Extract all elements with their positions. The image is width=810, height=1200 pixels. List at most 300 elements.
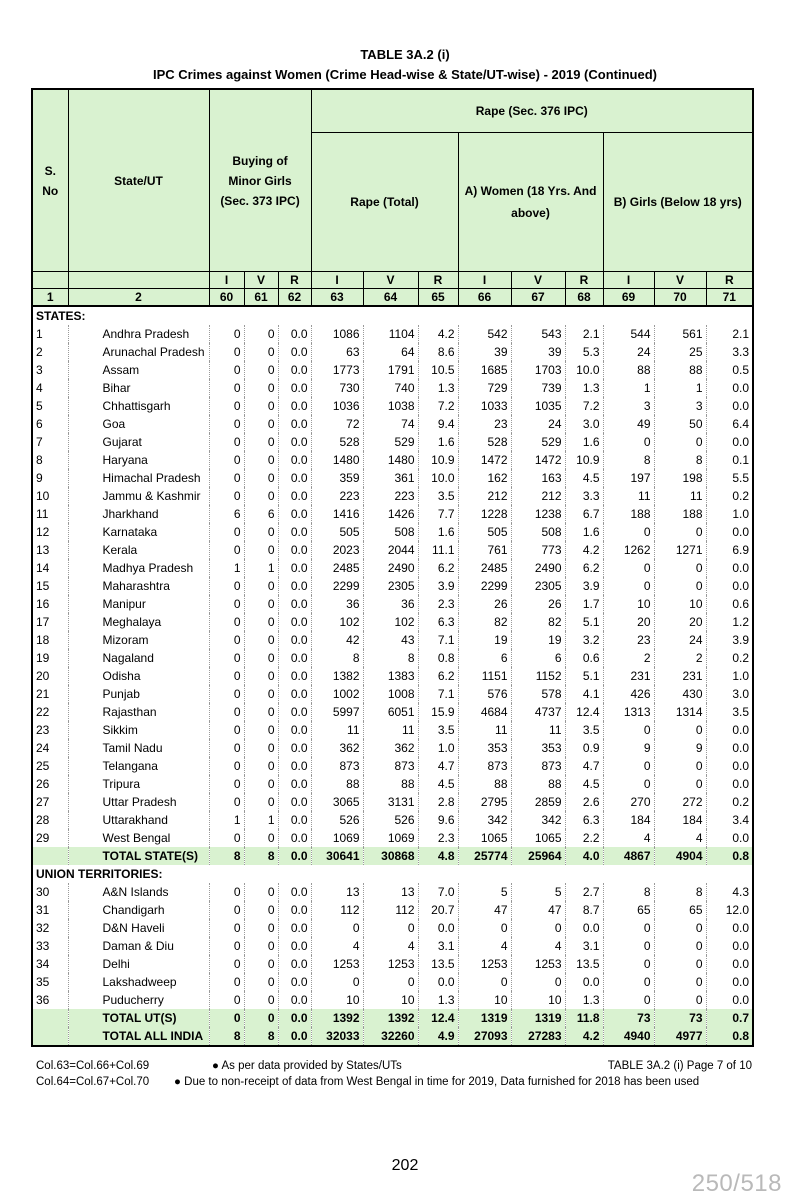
cell-value: 223 xyxy=(311,487,363,505)
table-row xyxy=(32,397,753,415)
cell-value: 0.0 xyxy=(278,379,311,397)
cell-value: 4.7 xyxy=(565,757,603,775)
cell-state: Lakshadweep xyxy=(68,973,209,991)
cell-value: 528 xyxy=(458,433,511,451)
cell-value: 0.0 xyxy=(278,613,311,631)
cell-value: 3.2 xyxy=(565,631,603,649)
section-label: UNION TERRITORIES: xyxy=(32,865,753,883)
cell-value: 0.0 xyxy=(278,451,311,469)
cell-value: 24 xyxy=(511,415,565,433)
cell-value: 10 xyxy=(511,991,565,1009)
cell-value: 5 xyxy=(458,883,511,901)
ivr-label: V xyxy=(511,272,565,289)
cell-sno: 27 xyxy=(32,793,68,811)
cell-value: 0 xyxy=(244,991,278,1009)
cell-value: 82 xyxy=(458,613,511,631)
column-number: 71 xyxy=(706,289,753,307)
cell-value: 0 xyxy=(244,685,278,703)
cell-value: 0.0 xyxy=(278,649,311,667)
cell-value: 0 xyxy=(209,685,244,703)
cell-state: Bihar xyxy=(68,379,209,397)
cell-value: 19 xyxy=(458,631,511,649)
cell-value: 7.2 xyxy=(565,397,603,415)
cell-value: 2299 xyxy=(458,577,511,595)
cell-value: 362 xyxy=(363,739,418,757)
table-header xyxy=(32,89,753,306)
cell-value: 1416 xyxy=(311,505,363,523)
cell-value: 0 xyxy=(244,325,278,343)
cell-value: 3.1 xyxy=(418,937,458,955)
column-number: 66 xyxy=(458,289,511,307)
cell-value: 32033 xyxy=(311,1027,363,1046)
cell-value: 3065 xyxy=(311,793,363,811)
cell-value: 8 xyxy=(209,847,244,865)
cell-value: 4.2 xyxy=(565,541,603,559)
cell-value: 2490 xyxy=(511,559,565,577)
cell-sno: 13 xyxy=(32,541,68,559)
cell-value: 0 xyxy=(603,955,654,973)
table-row xyxy=(32,487,753,505)
cell-value: 49 xyxy=(603,415,654,433)
cell-state: Punjab xyxy=(68,685,209,703)
cell-sno: 9 xyxy=(32,469,68,487)
cell-value: 0 xyxy=(209,919,244,937)
cell-value: 0.0 xyxy=(706,577,753,595)
table-row xyxy=(32,361,753,379)
cell-value: 0 xyxy=(654,721,706,739)
cell-value: 0 xyxy=(244,757,278,775)
cell-value: 4 xyxy=(654,829,706,847)
cell-value: 0 xyxy=(244,541,278,559)
cell-value: 2.7 xyxy=(565,883,603,901)
cell-value: 1.0 xyxy=(418,739,458,757)
cell-value: 0.8 xyxy=(706,847,753,865)
cell-value: 0.0 xyxy=(278,559,311,577)
cell-value: 528 xyxy=(311,433,363,451)
cell-value: 0 xyxy=(209,451,244,469)
cell-value: 0.0 xyxy=(706,955,753,973)
cell-value: 0 xyxy=(209,343,244,361)
cell-value: 2.3 xyxy=(418,829,458,847)
cell-value: 1253 xyxy=(311,955,363,973)
column-number: 1 xyxy=(32,289,68,307)
col-rape-group: Rape (Sec. 376 IPC) xyxy=(311,89,753,133)
cell-value: 0 xyxy=(209,667,244,685)
cell-value: 0 xyxy=(209,577,244,595)
cell-value: 0.0 xyxy=(278,685,311,703)
cell-value: 0 xyxy=(603,775,654,793)
cell-value: 3.9 xyxy=(565,577,603,595)
cell-value: 0.0 xyxy=(278,1009,311,1027)
cell-value: 10 xyxy=(458,991,511,1009)
cell-value: 39 xyxy=(458,343,511,361)
cell-value: 1 xyxy=(654,379,706,397)
column-number: 69 xyxy=(603,289,654,307)
column-number: 62 xyxy=(278,289,311,307)
cell-value: 0.7 xyxy=(706,1009,753,1027)
cell-value: 873 xyxy=(458,757,511,775)
cell-value: 64 xyxy=(363,343,418,361)
cell-value: 0.0 xyxy=(706,739,753,757)
cell-state: Chhattisgarh xyxy=(68,397,209,415)
cell-state: Uttar Pradesh xyxy=(68,793,209,811)
cell-value: 0 xyxy=(209,325,244,343)
cell-value: 0 xyxy=(244,775,278,793)
cell-sno: 25 xyxy=(32,757,68,775)
cell-value: 0 xyxy=(209,541,244,559)
cell-value: 4.2 xyxy=(565,1027,603,1046)
cell-value: 0.0 xyxy=(278,397,311,415)
cell-value: 25774 xyxy=(458,847,511,865)
cell-value: 0 xyxy=(244,901,278,919)
cell-value: 6.3 xyxy=(565,811,603,829)
cell-sno: 29 xyxy=(32,829,68,847)
cell-value: 24 xyxy=(654,631,706,649)
cell-value: 0 xyxy=(603,973,654,991)
table-row xyxy=(32,667,753,685)
table-row xyxy=(32,883,753,901)
column-number: 64 xyxy=(363,289,418,307)
cell-value: 2490 xyxy=(363,559,418,577)
ivr-label: I xyxy=(311,272,363,289)
cell-value: 0.6 xyxy=(565,649,603,667)
cell-value: 47 xyxy=(458,901,511,919)
cell-value: 10 xyxy=(654,595,706,613)
section-states xyxy=(32,306,753,325)
cell-value: 188 xyxy=(654,505,706,523)
cell-value: 0.0 xyxy=(278,991,311,1009)
cell-value: 11 xyxy=(363,721,418,739)
cell-value: 0 xyxy=(363,919,418,937)
cell-value: 0 xyxy=(209,991,244,1009)
cell-value: 6.2 xyxy=(565,559,603,577)
cell-value: 1.3 xyxy=(418,991,458,1009)
table-row xyxy=(32,505,753,523)
cell-value: 32260 xyxy=(363,1027,418,1046)
cell-value: 0.0 xyxy=(278,829,311,847)
cell-value: 4.8 xyxy=(418,847,458,865)
cell-value: 88 xyxy=(311,775,363,793)
cell-value: 9 xyxy=(603,739,654,757)
cell-value: 561 xyxy=(654,325,706,343)
cell-value: 1.3 xyxy=(565,379,603,397)
cell-value: 0 xyxy=(244,433,278,451)
cell-value: 3.9 xyxy=(706,631,753,649)
cell-value: 6 xyxy=(209,505,244,523)
cell-value: 8 xyxy=(311,649,363,667)
cell-value: 3 xyxy=(654,397,706,415)
cell-value: 7.0 xyxy=(418,883,458,901)
cell-value: 23 xyxy=(458,415,511,433)
cell-value: 0 xyxy=(209,937,244,955)
cell-value: 0.0 xyxy=(278,811,311,829)
cell-state: Madhya Pradesh xyxy=(68,559,209,577)
viewer-page-counter: 250/518 xyxy=(691,1170,782,1197)
cell-value: 0.0 xyxy=(278,703,311,721)
table-row xyxy=(32,631,753,649)
cell-value: 9 xyxy=(654,739,706,757)
cell-value: 12.4 xyxy=(565,703,603,721)
cell-value: 13.5 xyxy=(418,955,458,973)
table-row xyxy=(32,991,753,1009)
cell-value: 65 xyxy=(603,901,654,919)
cell-value: 1392 xyxy=(363,1009,418,1027)
cell-value: 1319 xyxy=(511,1009,565,1027)
ivr-label: I xyxy=(209,272,244,289)
cell-sno: 4 xyxy=(32,379,68,397)
cell-value: 1.0 xyxy=(706,505,753,523)
cell-value: 7.1 xyxy=(418,685,458,703)
table-number: TABLE 3A.2 (i) xyxy=(360,47,450,62)
cell-value: 0.5 xyxy=(706,361,753,379)
column-number: 63 xyxy=(311,289,363,307)
cell-value: 0 xyxy=(603,721,654,739)
cell-value: 0 xyxy=(209,523,244,541)
table-row xyxy=(32,703,753,721)
cell-value: 2795 xyxy=(458,793,511,811)
cell-value: 8 xyxy=(654,451,706,469)
cell-value: 0.0 xyxy=(278,973,311,991)
cell-value: 11 xyxy=(603,487,654,505)
cell-value: 4.5 xyxy=(565,775,603,793)
cell-state: Tripura xyxy=(68,775,209,793)
cell-value: 1480 xyxy=(363,451,418,469)
cell-sno: 5 xyxy=(32,397,68,415)
cell-value: 4.3 xyxy=(706,883,753,901)
cell-value: 1238 xyxy=(511,505,565,523)
cell-value: 0.0 xyxy=(278,955,311,973)
cell-sno: 16 xyxy=(32,595,68,613)
cell-value: 0.0 xyxy=(278,361,311,379)
cell-value: 0 xyxy=(511,973,565,991)
cell-value: 1703 xyxy=(511,361,565,379)
cell-value: 426 xyxy=(603,685,654,703)
table-row xyxy=(32,433,753,451)
cell-value: 6.2 xyxy=(418,559,458,577)
cell-value: 112 xyxy=(363,901,418,919)
cell-value: 1065 xyxy=(511,829,565,847)
cell-value: 20.7 xyxy=(418,901,458,919)
cell-value: 3.3 xyxy=(706,343,753,361)
cell-value: 0 xyxy=(209,703,244,721)
cell-value: 0.0 xyxy=(706,721,753,739)
ivr-label: V xyxy=(363,272,418,289)
cell-sno: 1 xyxy=(32,325,68,343)
column-number: 70 xyxy=(654,289,706,307)
cell-value: 1773 xyxy=(311,361,363,379)
cell-value: 2485 xyxy=(458,559,511,577)
cell-value: 0 xyxy=(654,919,706,937)
cell-value: 0 xyxy=(654,937,706,955)
cell-value: 4 xyxy=(511,937,565,955)
cell-value: 529 xyxy=(363,433,418,451)
cell-value: 0.0 xyxy=(565,973,603,991)
cell-value: 342 xyxy=(458,811,511,829)
cell-sno: 35 xyxy=(32,973,68,991)
table-row xyxy=(32,469,753,487)
cell-sno: 28 xyxy=(32,811,68,829)
cell-value: 1008 xyxy=(363,685,418,703)
cell-value: 0 xyxy=(244,451,278,469)
ivr-label: R xyxy=(278,272,311,289)
cell-value: 576 xyxy=(458,685,511,703)
table-row xyxy=(32,577,753,595)
cell-state: Daman & Diu xyxy=(68,937,209,955)
cell-sno: 2 xyxy=(32,343,68,361)
cell-value: 740 xyxy=(363,379,418,397)
cell-value: 0.6 xyxy=(706,595,753,613)
cell-state: Gujarat xyxy=(68,433,209,451)
table-row xyxy=(32,649,753,667)
cell-value: 4 xyxy=(363,937,418,955)
cell-value: 3.4 xyxy=(706,811,753,829)
cell-value: 7.2 xyxy=(418,397,458,415)
cell-value: 0 xyxy=(244,937,278,955)
cell-value: 0 xyxy=(209,361,244,379)
cell-value: 25964 xyxy=(511,847,565,865)
cell-value: 0.0 xyxy=(278,919,311,937)
cell-value: 11 xyxy=(458,721,511,739)
cell-value: 0 xyxy=(654,973,706,991)
cell-value: 0.0 xyxy=(278,793,311,811)
cell-value: 0.0 xyxy=(278,523,311,541)
column-number: 61 xyxy=(244,289,278,307)
cell-value: 8 xyxy=(244,847,278,865)
col-state: State/UT xyxy=(68,89,209,272)
cell-value: 1104 xyxy=(363,325,418,343)
cell-value: 0.0 xyxy=(278,433,311,451)
cell-state: Odisha xyxy=(68,667,209,685)
cell-value: 9.4 xyxy=(418,415,458,433)
cell-value: 2305 xyxy=(363,577,418,595)
cell-value: 4 xyxy=(603,829,654,847)
cell-state: TOTAL ALL INDIA xyxy=(68,1027,209,1046)
ivr-label: R xyxy=(706,272,753,289)
cell-value: 2.3 xyxy=(418,595,458,613)
cell-state: Nagaland xyxy=(68,649,209,667)
cell-state: Maharashtra xyxy=(68,577,209,595)
cell-state: Karnataka xyxy=(68,523,209,541)
cell-value: 3.3 xyxy=(565,487,603,505)
cell-value: 0 xyxy=(458,973,511,991)
cell-value: 0.8 xyxy=(706,1027,753,1046)
cell-value: 0 xyxy=(244,361,278,379)
cell-value: 212 xyxy=(511,487,565,505)
cell-value: 729 xyxy=(458,379,511,397)
cell-value: 272 xyxy=(654,793,706,811)
table-row xyxy=(32,829,753,847)
column-number: 68 xyxy=(565,289,603,307)
cell-value: 10.0 xyxy=(565,361,603,379)
cell-value: 1383 xyxy=(363,667,418,685)
cell-value: 73 xyxy=(603,1009,654,1027)
cell-value: 270 xyxy=(603,793,654,811)
ivr-label: R xyxy=(565,272,603,289)
cell-value: 4 xyxy=(311,937,363,955)
table-title: IPC Crimes against Women (Crime Head-wise & State/UT-wise) - 2019 (Continued) xyxy=(153,67,657,82)
cell-value: 1 xyxy=(603,379,654,397)
cell-value: 20 xyxy=(654,613,706,631)
cell-value: 773 xyxy=(511,541,565,559)
cell-value: 0 xyxy=(244,883,278,901)
cell-value: 27283 xyxy=(511,1027,565,1046)
cell-state: Haryana xyxy=(68,451,209,469)
cell-value: 102 xyxy=(311,613,363,631)
cell-value: 0 xyxy=(244,829,278,847)
cell-value: 1.7 xyxy=(565,595,603,613)
cell-state: Rajasthan xyxy=(68,703,209,721)
cell-sno: 12 xyxy=(32,523,68,541)
column-number: 65 xyxy=(418,289,458,307)
cell-value: 0.0 xyxy=(418,919,458,937)
cell-value: 3 xyxy=(603,397,654,415)
cell-value: 0.0 xyxy=(278,487,311,505)
cell-sno xyxy=(32,847,68,865)
cell-state: D&N Haveli xyxy=(68,919,209,937)
cell-value: 10 xyxy=(363,991,418,1009)
cell-value: 30641 xyxy=(311,847,363,865)
cell-sno: 19 xyxy=(32,649,68,667)
cell-value: 3.5 xyxy=(706,703,753,721)
cell-state: TOTAL UT(S) xyxy=(68,1009,209,1027)
cell-value: 0.0 xyxy=(706,829,753,847)
cell-value: 6.4 xyxy=(706,415,753,433)
cell-value: 1228 xyxy=(458,505,511,523)
ivr-label: R xyxy=(418,272,458,289)
cell-value: 0.0 xyxy=(418,973,458,991)
cell-value: 8 xyxy=(654,883,706,901)
cell-value: 1472 xyxy=(511,451,565,469)
table-row xyxy=(32,325,753,343)
cell-value: 873 xyxy=(311,757,363,775)
cell-value: 0 xyxy=(603,919,654,937)
cell-value: 6051 xyxy=(363,703,418,721)
cell-state: Andhra Pradesh xyxy=(68,325,209,343)
cell-sno: 34 xyxy=(32,955,68,973)
column-number: 2 xyxy=(68,289,209,307)
cell-value: 0 xyxy=(244,631,278,649)
total-states-row xyxy=(32,847,753,865)
cell-value: 1002 xyxy=(311,685,363,703)
cell-value: 27093 xyxy=(458,1027,511,1046)
cell-value: 0 xyxy=(209,757,244,775)
cell-value: 43 xyxy=(363,631,418,649)
cell-value: 1253 xyxy=(458,955,511,973)
table-row xyxy=(32,937,753,955)
cell-value: 1791 xyxy=(363,361,418,379)
cell-value: 8.7 xyxy=(565,901,603,919)
table-row xyxy=(32,343,753,361)
cell-value: 0 xyxy=(244,919,278,937)
cell-value: 0 xyxy=(603,559,654,577)
cell-value: 1152 xyxy=(511,667,565,685)
cell-sno: 6 xyxy=(32,415,68,433)
cell-value: 1151 xyxy=(458,667,511,685)
column-number-row xyxy=(32,289,753,307)
cell-value: 10.5 xyxy=(418,361,458,379)
cell-value: 0 xyxy=(511,919,565,937)
table-row xyxy=(32,973,753,991)
cell-value: 0 xyxy=(209,883,244,901)
cell-value: 0.0 xyxy=(706,559,753,577)
cell-value: 0 xyxy=(244,649,278,667)
cell-value: 0.0 xyxy=(706,757,753,775)
cell-state: Sikkim xyxy=(68,721,209,739)
cell-value: 1.3 xyxy=(565,991,603,1009)
footnote-formula-1: Col.63=Col.66+Col.69 xyxy=(36,1060,150,1072)
cell-value: 873 xyxy=(363,757,418,775)
cell-value: 8.6 xyxy=(418,343,458,361)
